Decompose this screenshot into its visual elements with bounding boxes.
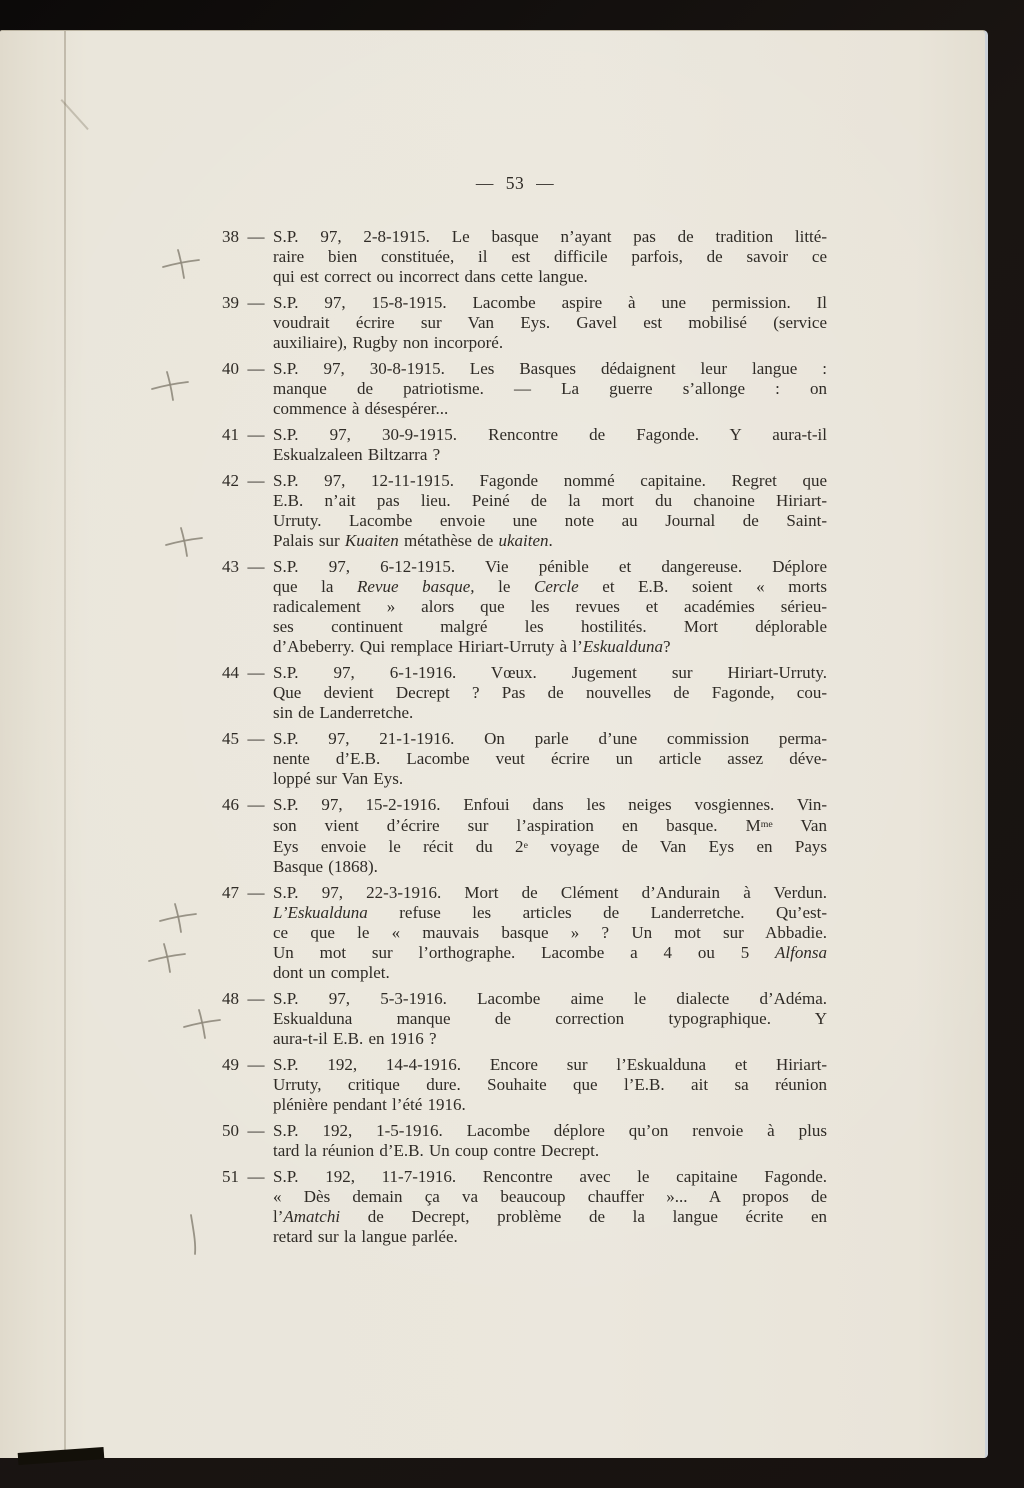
pencil-cross-mark — [163, 260, 199, 267]
entry-47 — [213, 883, 827, 983]
entry-number: 44 — [222, 663, 239, 682]
entry-38 — [213, 227, 827, 287]
entry-dash: — — [247, 557, 265, 576]
pencil-cross-mark — [167, 372, 173, 400]
entry-number: 40 — [222, 359, 239, 378]
entry-44 — [213, 663, 827, 723]
entry-number: 50 — [222, 1121, 239, 1141]
entry-dash: — — [247, 989, 265, 1009]
entry-39 — [213, 293, 827, 353]
page-number: — 53 — — [475, 173, 555, 193]
entry-43 — [213, 557, 827, 657]
pencil-cross-mark — [149, 954, 185, 961]
entry-dash: — — [247, 293, 265, 312]
entry-45 — [213, 729, 827, 789]
pencil-cross-mark — [164, 944, 170, 972]
entries-list — [213, 227, 827, 1253]
entry-dash: — — [247, 359, 265, 378]
entry-text: S.P. 97, 6-1-1916. Vœux. Jugement sur Hiriart-Urruty. Que devient Decrept ? Pas de nouvelles de Fagonde, cou- sin de Landerretche. — [273, 663, 827, 722]
entry-number: 47 — [222, 883, 239, 903]
book-page — [0, 30, 988, 1458]
entry-dash: — — [247, 425, 265, 444]
entry-text: S.P. 97, 15-8-1915. Lacombe aspire à une permission. Il voudrait écrire sur Van Eys. Gavel est mobilisé (service auxiliaire), Rugby non incorporé. — [273, 293, 827, 352]
pencil-cross-mark — [166, 538, 202, 545]
entry-number: 43 — [222, 557, 239, 576]
entry-48 — [213, 989, 827, 1049]
entry-text: S.P. 192, 1-5-1916. Lacombe déplore qu’on renvoie à plus tard la réunion d’E.B. Un coup contre Decrept. — [273, 1121, 827, 1161]
entry-number: 48 — [222, 989, 239, 1009]
entry-text: S.P. 97, 15-2-1916. Enfoui dans les neiges vosgiennes. Vin- son vient d’écrire sur l’aspiration en basque. $M^{me}$ Van Eys envoie le récit du 2e voyage de Van Eys en Pays Basque (1868). — [273, 795, 827, 877]
entry-dash: — — [247, 663, 265, 682]
entry-number: 49 — [222, 1055, 239, 1075]
page-corner-shadow — [18, 1447, 105, 1465]
entry-text: S.P. 192, 11-7-1916. Rencontre avec le capitaine Fagonde. « Dès demain ça va beaucoup chauffer »... A propos de l’Amatchi de Decrept, problème de la langue écrite en retard sur la langue parlée. — [273, 1167, 827, 1247]
pencil-cross-mark — [160, 914, 196, 921]
pencil-cross-mark — [152, 382, 188, 389]
entry-number: 46 — [222, 795, 239, 814]
entry-text: S.P. 97, 6-12-1915. Vie pénible et dangereuse. Déplore que la Revue basque, le Cercle et E.B. soient « morts radicalement » alors que les revues et académies sérieu- ses continuent malgré les hostilités. Mort déplorable d’Abeberry. Qui remplace Hiriart-Urruty à l’Eskualduna? — [273, 557, 827, 656]
pencil-cross-mark — [199, 1010, 205, 1038]
entry-text: S.P. 97, 21-1-1916. On parle d’une commission perma- nente d’E.B. Lacombe veut écrire un article assez déve- loppé sur Van Eys. — [273, 729, 827, 788]
entry-number: 51 — [222, 1167, 239, 1187]
entry-dash: — — [247, 1121, 265, 1141]
pencil-cross-mark — [178, 250, 184, 278]
entry-dash: — — [247, 471, 265, 490]
entry-number: 42 — [222, 471, 239, 490]
pencil-cross-mark — [181, 528, 187, 556]
entry-40 — [213, 359, 827, 419]
entry-dash: — — [247, 729, 265, 748]
page-crease-vertical — [64, 31, 66, 1458]
entry-50 — [213, 1121, 827, 1161]
entry-46 — [213, 795, 827, 877]
entry-dash: — — [247, 883, 265, 903]
entry-text: S.P. 97, 30-9-1915. Rencontre de Fagonde. Y aura-t-il Eskualzaleen Biltzarra ? — [273, 425, 827, 464]
entry-number: 45 — [222, 729, 239, 748]
entry-text: S.P. 97, 5-3-1916. Lacombe aime le dialecte d’Adéma. Eskualduna manque de correction typographique. Y aura-t-il E.B. en 1916 ? — [273, 989, 827, 1049]
entry-dash: — — [247, 1055, 265, 1075]
entry-dash: — — [247, 795, 265, 814]
entry-text: S.P. 97, 30-8-1915. Les Basques dédaignent leur langue : manque de patriotisme. — La guerre s’allonge : on commence à désespérer... — [273, 359, 827, 418]
entry-dash: — — [247, 1167, 265, 1187]
entry-text: S.P. 97, 22-3-1916. Mort de Clément d’Andurain à Verdun. L’Eskualduna refuse les articles de Landerretche. Qu’est- ce que le « mauvais basque » ? Un mot sur Abbadie. Un mot sur l’orthographe. Lacombe a 4 ou 5 Alfonsa dont un complet. — [273, 883, 827, 983]
pencil-cross-mark — [175, 904, 181, 932]
entry-text: S.P. 97, 2-8-1915. Le basque n’ayant pas de tradition litté- raire bien constituée, il est difficile parfois, de savoir ce qui est correct ou incorrect dans cette langue. — [273, 227, 827, 286]
entry-49 — [213, 1055, 827, 1115]
entry-text: S.P. 192, 14-4-1916. Encore sur l’Eskualduna et Hiriart- Urruty, critique dure. Souhaite que l’E.B. ait sa réunion plénière pendant l’été 1916. — [273, 1055, 827, 1115]
entry-number: 39 — [222, 293, 239, 312]
entry-51 — [213, 1167, 827, 1247]
entry-number: 41 — [222, 425, 239, 444]
entry-dash: — — [247, 227, 265, 246]
entry-42 — [213, 471, 827, 551]
entry-41 — [213, 425, 827, 465]
pencil-stroke-mark — [191, 1215, 195, 1254]
entry-text: S.P. 97, 12-11-1915. Fagonde nommé capitaine. Regret que E.B. n’ait pas lieu. Peiné de la mort du chanoine Hiriart- Urruty. Lacombe envoie une note au Journal de Saint- Palais sur Kuaiten métathèse de ukaiten. — [273, 471, 827, 550]
entry-number: 38 — [222, 227, 239, 246]
